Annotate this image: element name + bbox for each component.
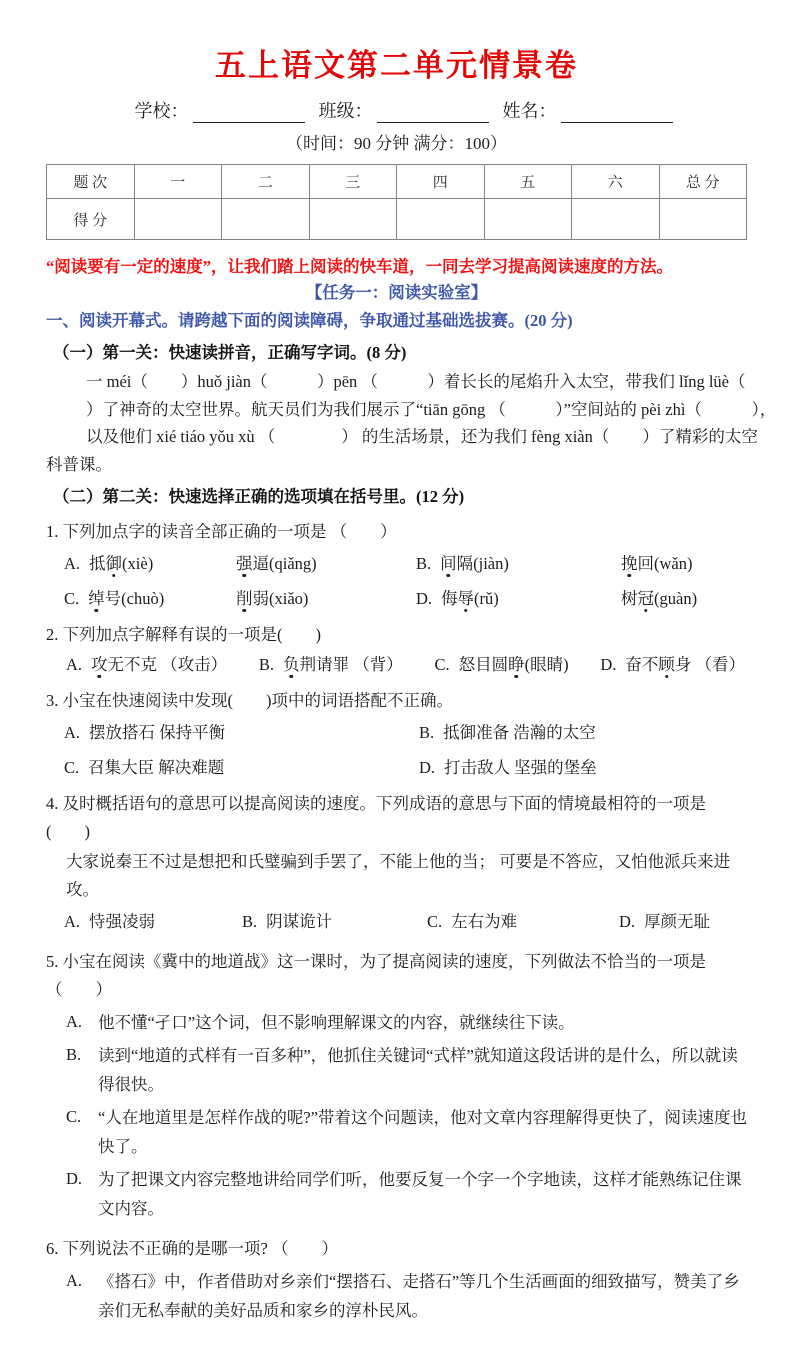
class-blank-line <box>377 103 489 123</box>
q5-option-c: C. “人在地道里是怎样作战的呢?”带着这个问题读，他对文章内容理解得更快了，阅读速度也快了。 <box>66 1107 747 1156</box>
q1-option-c2: 削弱(xiǎo) <box>236 589 309 608</box>
q6-option-a: A. 《搭石》中，作者借助对乡亲们“摆搭石、走搭石”等几个生活画面的细致描写，赞美了乡亲们无私奉献的美好品质和家乡的淳朴民风。 <box>66 1271 740 1320</box>
score-cell <box>397 199 485 240</box>
part1-header: （一）第一关：快速读拼音，正确写字词。(8 分) <box>53 343 407 362</box>
question-3-stem: 3. 小宝在快速阅读中发现( )项中的词语搭配不正确。 <box>46 691 453 710</box>
question-1-options <box>46 550 747 613</box>
score-row-label: 得 分 <box>47 199 135 240</box>
score-table-header-row <box>47 165 747 199</box>
score-col-3: 三 <box>309 165 397 199</box>
score-cell <box>484 199 572 240</box>
question-6 <box>46 1235 747 1325</box>
score-col-2: 二 <box>222 165 310 199</box>
pinyin-passage <box>46 368 777 478</box>
pinyin-line: ）了神奇的太空世界。航天员们为我们展示了“tiān gōng （ ）”空间站的 pèi zhì（ ）， <box>86 399 777 419</box>
pinyin-line: 以及他们 xié tiáo yǒu xù （ ） 的生活场景，还为我们 fèng xiàn（ ）了精彩的太空 <box>86 427 758 446</box>
score-cell <box>309 199 397 240</box>
question-4-context: 大家说秦王不过是想把和氏璧骗到手罢了，不能上他的当； 可要是不答应，又怕他派兵来进攻。 <box>66 852 731 899</box>
q4-option-d: D. 厚颜无耻 <box>619 912 711 931</box>
school-blank-line <box>193 103 305 123</box>
class-label: 班级： <box>318 101 373 121</box>
score-col-1: 一 <box>134 165 222 199</box>
score-col-label: 题 次 <box>47 165 135 199</box>
q2-option-d: D. 奋不顾身 （看） <box>600 655 745 674</box>
question-6-stem: 6. 下列说法不正确的是哪一项? （ ） <box>46 1239 338 1258</box>
q3-option-b: B. 抵御准备 浩瀚的太空 <box>419 723 596 742</box>
score-col-4: 四 <box>397 165 485 199</box>
time-score-line: （时间：90 分钟 满分：100） <box>286 134 507 153</box>
q1-option-d: D. 侮辱(rǔ) <box>416 589 499 608</box>
score-col-6: 六 <box>572 165 660 199</box>
score-col-total: 总 分 <box>659 165 747 199</box>
score-table <box>46 164 747 240</box>
q4-option-a: A. 恃强凌弱 <box>64 912 156 931</box>
question-1 <box>46 518 747 613</box>
intro-red-text: “阅读要有一定的速度”，让我们踏上阅读的快车道，一同去学习提高阅读速度的方法。 <box>46 257 673 276</box>
question-3-options <box>46 719 747 782</box>
question-4-stem: 4. 及时概括语句的意思可以提高阅读的速度。下列成语的意思与下面的情境最相符的一项是( ) <box>46 794 706 841</box>
question-2 <box>46 621 747 679</box>
q1-option-d2: 树冠(guàn) <box>621 589 698 608</box>
q2-option-a: A. 攻无不克 （攻击） <box>66 655 228 674</box>
q2-option-c: C. 怒目圆睁(眼睛) <box>434 655 569 674</box>
score-cell <box>572 199 660 240</box>
score-cell <box>222 199 310 240</box>
q4-option-b: B. 阴谋诡计 <box>242 912 333 931</box>
section1-header: 一、阅读开幕式。请跨越下面的阅读障碍，争取通过基础选拔赛。(20 分) <box>46 311 573 330</box>
name-blank-line <box>561 103 673 123</box>
score-col-5: 五 <box>484 165 572 199</box>
student-info-row <box>46 97 747 123</box>
q1-option-b: B. 间隔(jiàn) <box>416 554 509 573</box>
task1-header: 【任务一：阅读实验室】 <box>305 283 488 302</box>
q3-option-c: C. 召集大臣 解决难题 <box>64 758 225 777</box>
question-1-stem: 1. 下列加点字的读音全部正确的一项是 （ ） <box>46 522 397 541</box>
q3-option-a: A. 摆放搭石 保持平衡 <box>64 723 226 742</box>
score-cell <box>134 199 222 240</box>
q4-option-c: C. 左右为难 <box>427 912 518 931</box>
name-label: 姓名： <box>502 101 557 121</box>
question-2-options <box>46 651 747 679</box>
question-5-stem: 5. 小宝在阅读《冀中的地道战》这一课时，为了提高阅读的速度，下列做法不恰当的一项是（ ） <box>46 952 706 999</box>
part2-header: （二）第二关：快速选择正确的选项填在括号里。(12 分) <box>53 487 465 506</box>
pinyin-line: 一 méi（ ）huǒ jiàn（ ）pēn （ ）着长长的尾焰升入太空，带我们 lǐng lüè（ <box>86 372 746 391</box>
school-label: 学校： <box>134 101 189 121</box>
question-3 <box>46 687 747 782</box>
q5-option-a: A. 他不懂“孑口”这个词，但不影响理解课文的内容，就继续往下读。 <box>66 1012 575 1032</box>
page-title: 五上语文第二单元情景卷 <box>215 48 578 83</box>
q1-option-a: A. 抵御(xiè) <box>64 554 154 573</box>
q1-option-c: C. 绰号(chuò) <box>64 589 165 608</box>
question-4 <box>46 790 747 936</box>
question-2-stem: 2. 下列加点字解释有误的一项是( ) <box>46 625 321 644</box>
pinyin-line: 科普课。 <box>46 454 112 474</box>
q1-option-a2: 强逼(qiǎng) <box>236 554 317 573</box>
question-5 <box>46 948 747 1223</box>
q1-option-b2: 挽回(wǎn) <box>621 554 693 573</box>
q2-option-b: B. 负荆请罪 （背） <box>258 655 403 674</box>
q5-option-d: D. 为了把课文内容完整地讲给同学们听，他要反复一个字一个字地读，这样才能熟练记住课文内容。 <box>66 1169 742 1218</box>
score-cell <box>659 199 747 240</box>
score-row <box>47 199 747 240</box>
q5-option-b: B. 读到“地道的式样有一百多种”，他抓住关键词“式样”就知道这段话讲的是什么，所以就读得很快。 <box>66 1045 738 1094</box>
q3-option-d: D. 打击敌人 坚强的堡垒 <box>419 758 597 777</box>
question-4-options <box>46 908 747 936</box>
